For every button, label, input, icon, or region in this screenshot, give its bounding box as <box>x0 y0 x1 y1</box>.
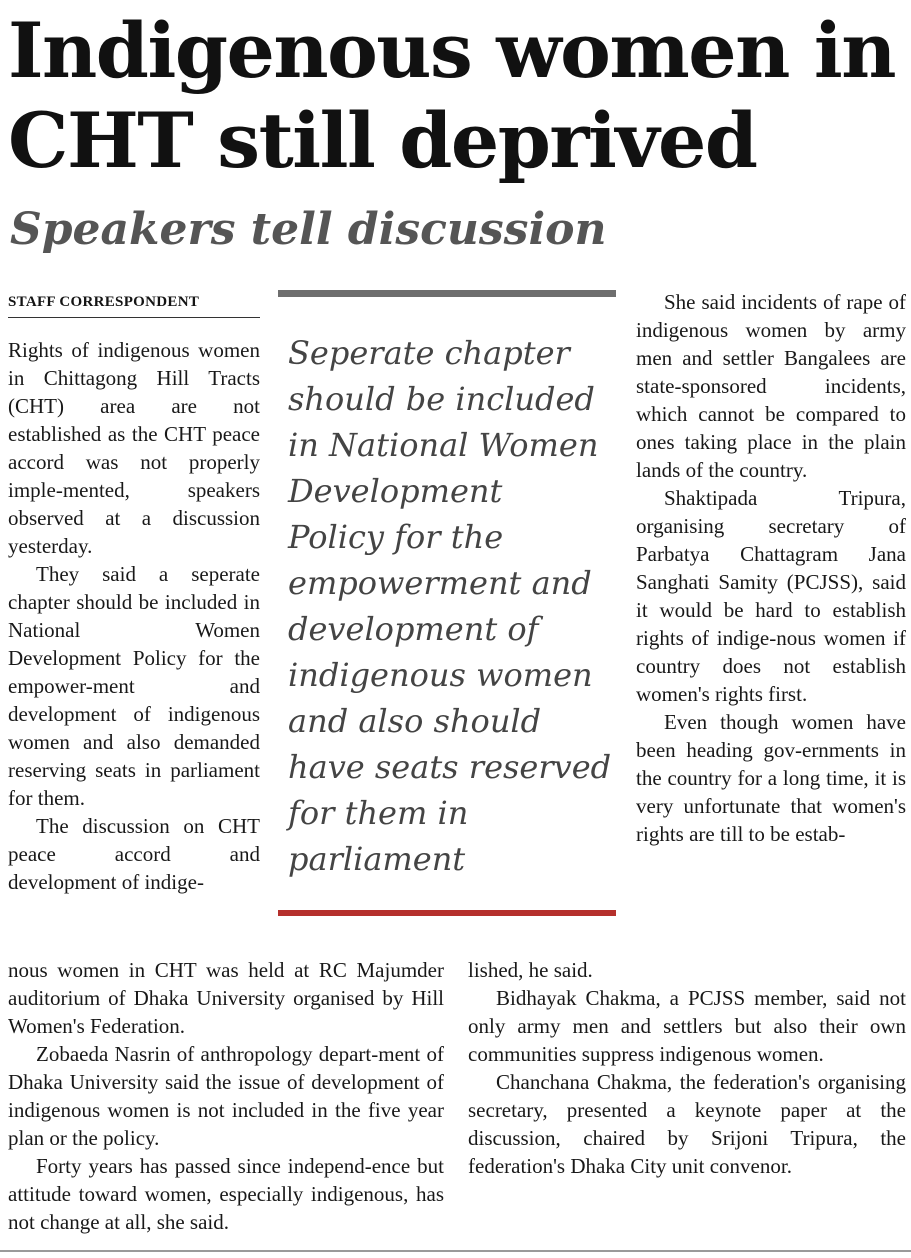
pull-quote-line: empowerment and <box>288 564 592 602</box>
paragraph: nous women in CHT was held at RC Majumder auditorium of Dhaka University organised by Hill Women's Federation. <box>8 958 444 1038</box>
column-lower-right <box>468 956 906 1180</box>
headline-line-2: CHT still deprived <box>8 96 757 185</box>
pull-quote-line: Seperate chapter <box>288 334 570 372</box>
column-3 <box>636 288 906 848</box>
paragraph: Bidhayak Chakma, a PCJSS member, said not only army men and settlers but also their own communities suppress indigenous women. <box>468 986 906 1066</box>
pull-quote-line: indigenous women <box>288 656 593 694</box>
paragraph: Zobaeda Nasrin of anthropology depart-ment of Dhaka University said the issue of development of indigenous women is not included in the five year plan or the policy. <box>8 1042 444 1150</box>
paragraph: She said incidents of rape of indigenous women by army men and settler Bangalees are state-sponsored incidents, which cannot be compared to ones taking place in the plain lands of the country. <box>636 290 906 482</box>
subheadline: Speakers tell discussion <box>10 204 607 255</box>
paragraph: They said a seperate chapter should be included in National Women Development Policy for the empower-ment and development of indigenous women and also demanded reserving seats in parliament for them. <box>8 562 260 810</box>
paragraph: Even though women have been heading gov-ernments in the country for a long time, it is very unfortunate that women's rights are till to be estab- <box>636 710 906 846</box>
headline-line-1: Indigenous women in <box>8 6 895 95</box>
column-1 <box>8 336 260 896</box>
pull-quote-line: development of <box>288 610 539 648</box>
pull-quote-top-rule <box>278 290 616 297</box>
pull-quote-line: for them in <box>288 794 469 832</box>
pull-quote-line: Development <box>288 472 503 510</box>
paragraph: Rights of indigenous women in Chittagong Hill Tracts (CHT) area are not established as the CHT peace accord was not properly imple-mented, speakers observed at a discussion yesterday. <box>8 338 260 558</box>
paragraph: lished, he said. <box>468 958 593 982</box>
page-bottom-rule <box>0 1250 911 1252</box>
pull-quote-line: in National Women <box>288 426 599 464</box>
paragraph: Forty years has passed since independ-ence but attitude toward women, especially indigenous, has not change at all, she said. <box>8 1154 444 1234</box>
pull-quote-line: Policy for the <box>288 518 504 556</box>
pull-quote <box>288 330 618 882</box>
pull-quote-line: should be included <box>288 380 595 418</box>
pull-quote-bottom-rule <box>278 910 616 916</box>
column-lower-left <box>8 956 444 1236</box>
pull-quote-line: have seats reserved <box>288 748 612 786</box>
pull-quote-line: and also should <box>288 702 542 740</box>
paragraph: Shaktipada Tripura, organising secretary of Parbatya Chattagram Jana Sanghati Samity (PCJSS), said it would be hard to establish rights of indige-nous women if country does not establish women's rights first. <box>636 486 906 706</box>
byline: STAFF CORRESPONDENT <box>8 290 260 318</box>
pull-quote-line: parliament <box>288 840 466 878</box>
paragraph: Chanchana Chakma, the federation's organising secretary, presented a keynote paper at the discussion, chaired by Srijoni Tripura, the federation's Dhaka City unit convenor. <box>468 1070 906 1178</box>
headline <box>8 6 908 186</box>
paragraph: The discussion on CHT peace accord and development of indige- <box>8 814 260 894</box>
